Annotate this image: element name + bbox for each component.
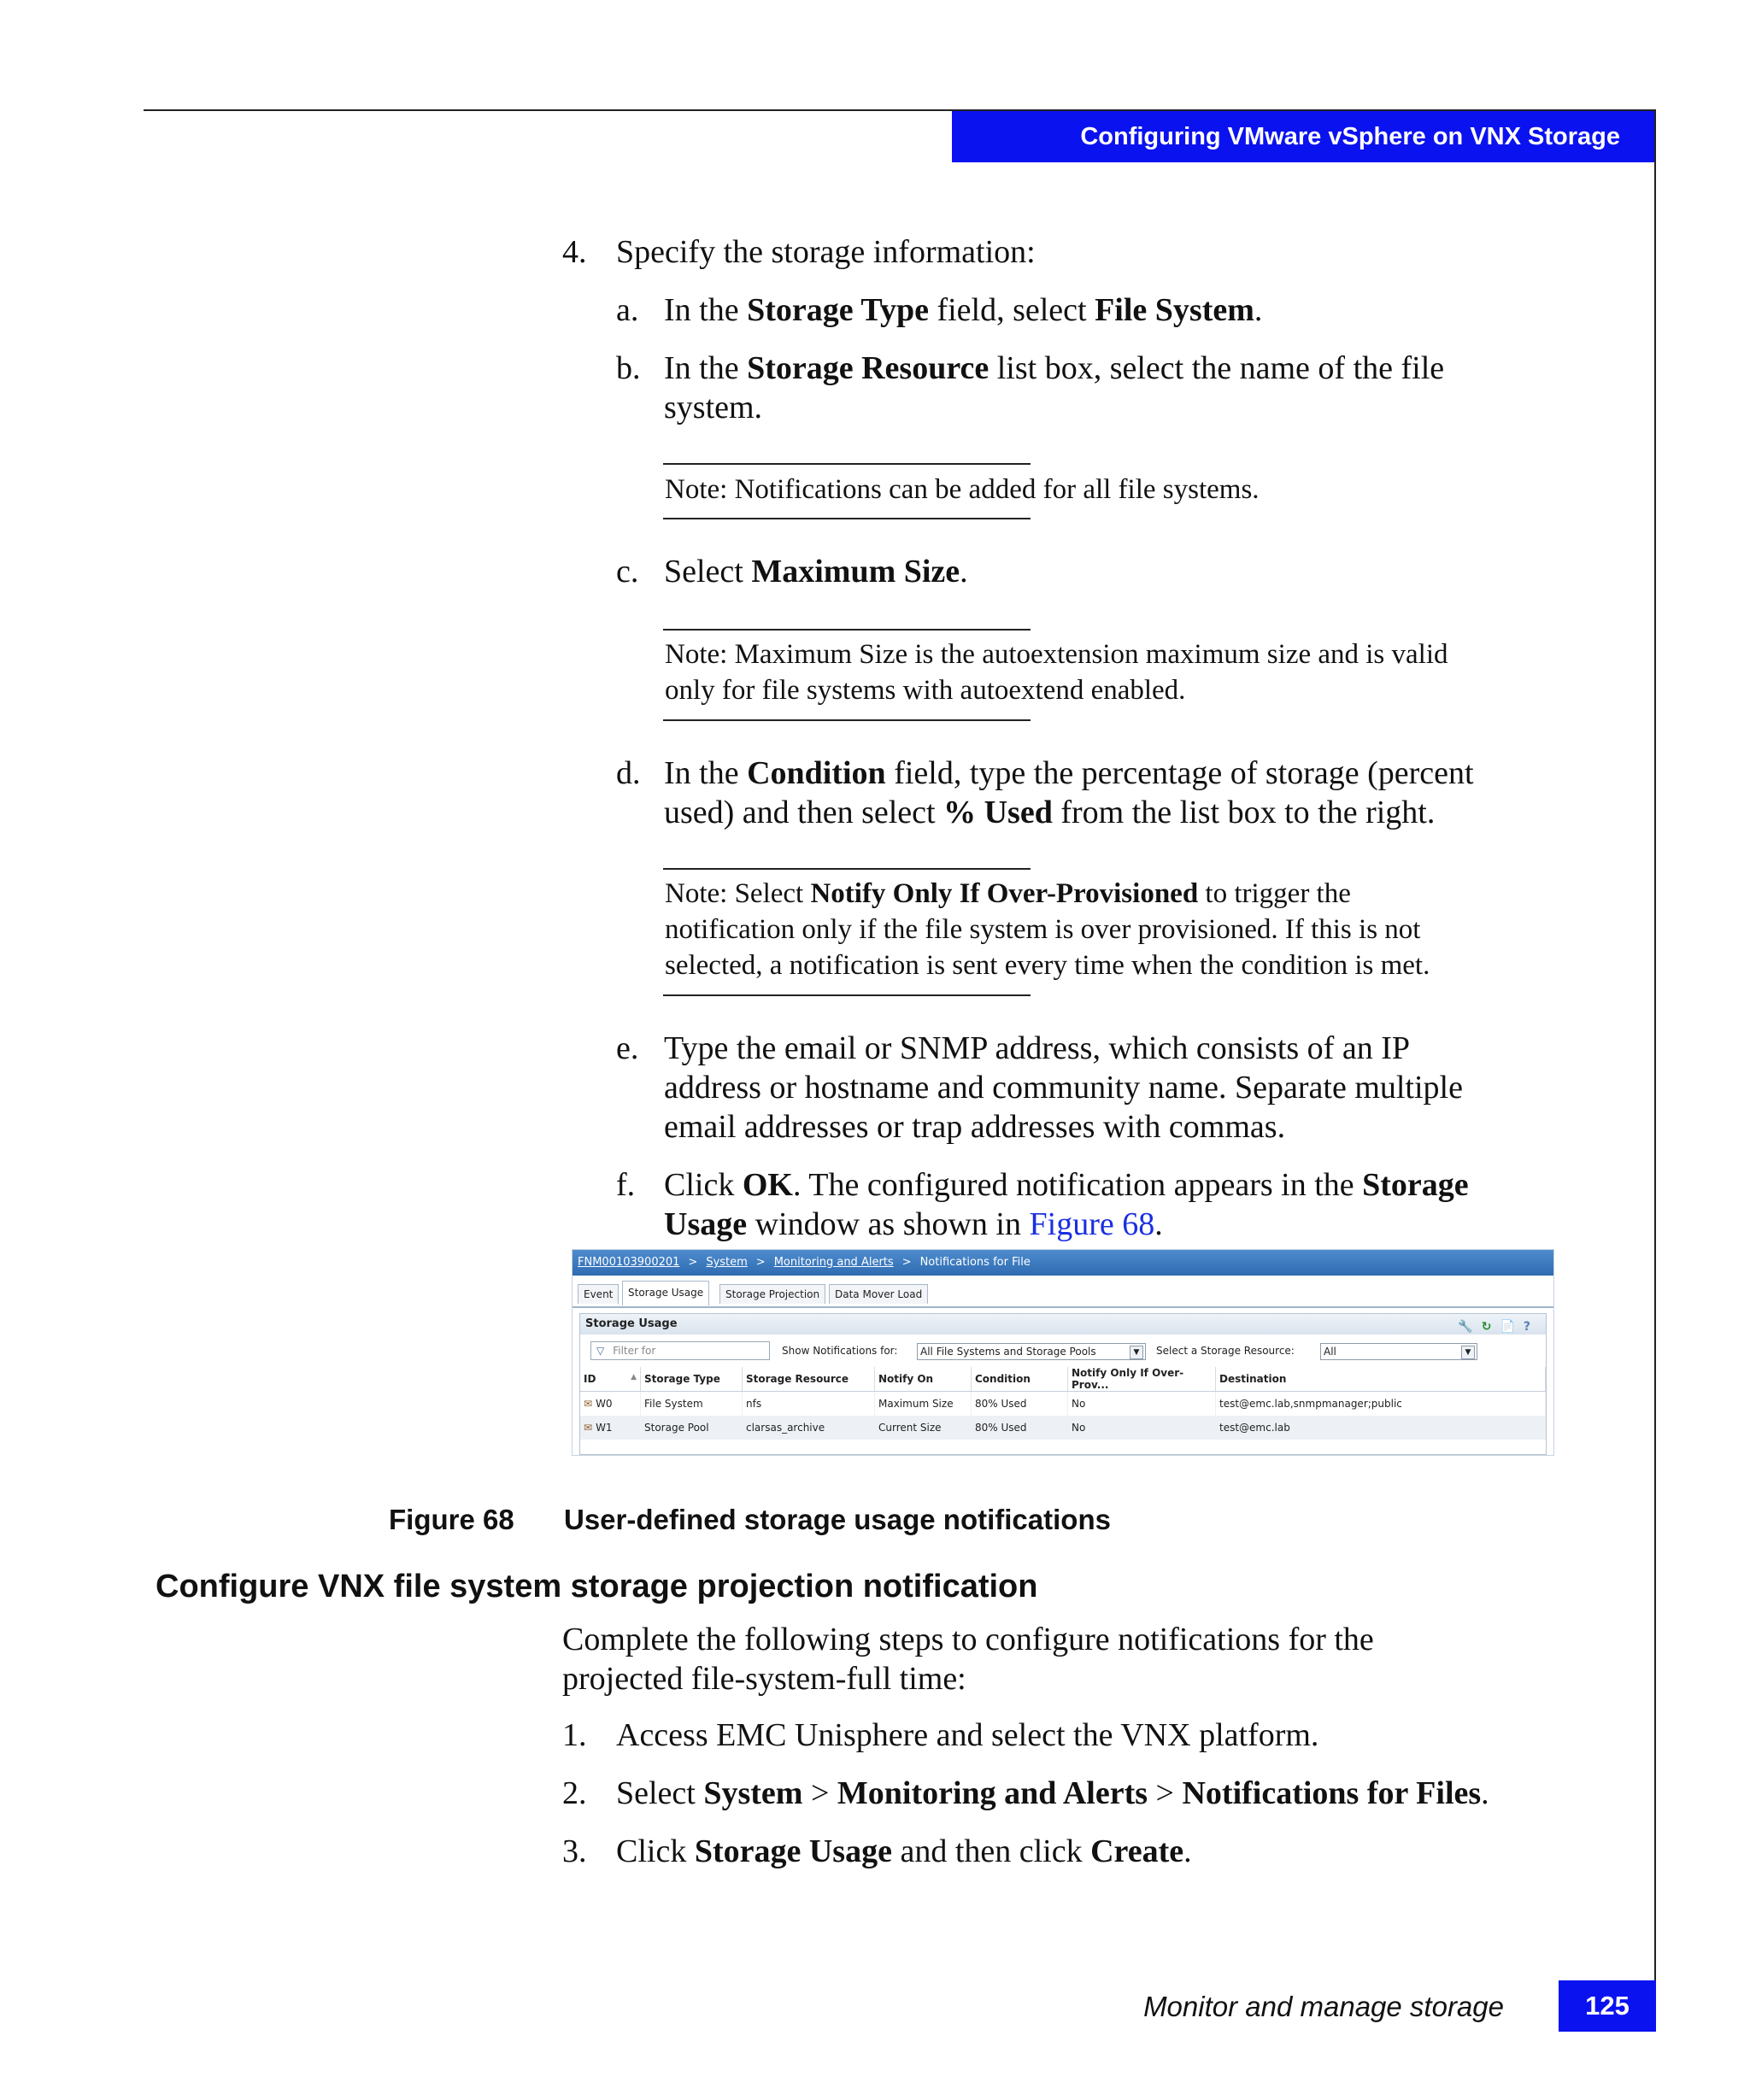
column-header-notify-on[interactable]: Notify On [875,1367,972,1392]
chapter-title: Configuring VMware vSphere on VNX Storage [1080,123,1620,150]
step-2-number: 2. [562,1775,587,1811]
substep-d-letter: d. [616,755,641,791]
substep-a-text: In the Storage Type field, select File System. [664,292,1263,328]
step-3-text: Click Storage Usage and then click Create. [616,1833,1192,1869]
substep-b-letter: b. [616,350,641,386]
column-header-storage-resource[interactable]: Storage Resource [743,1367,875,1392]
breadcrumb: FNM00103900201 > System > Monitoring and Alerts > Notifications for File [573,1250,1553,1276]
show-notifications-label: Show Notifications for: [782,1345,898,1357]
tab-bar [573,1276,1553,1308]
substep-e-text: Type the email or SNMP address, which consists of an IP address or hostname and community name. Separate multiple email addresses or trap addresses with commas. [664,1030,1463,1145]
storage-resource-select[interactable]: All ▼ [1320,1343,1477,1360]
substep-e-letter: e. [616,1030,639,1066]
note-3-bottom-rule [663,994,1031,996]
table-row[interactable]: ✉ W0 File System nfs Maximum Size 80% Used No test@emc.lab,snmpmanager;public [580,1392,1546,1417]
section-intro: Complete the following steps to configure notifications for the projected file-system-full time: [562,1622,1374,1697]
note-2-bottom-rule [663,719,1031,721]
column-header-notify-only[interactable]: Notify Only If Over-Prov... [1068,1367,1216,1392]
page-number: 125 [1559,1980,1656,2032]
wrench-icon[interactable]: 🔧 [1458,1320,1482,1334]
step-4-number: 4. [562,234,587,270]
tab-storage-projection[interactable]: Storage Projection [719,1284,825,1304]
substep-d-text: In the Condition field, type the percentage of storage (percent used) and then select % Used from the list box to the right. [664,755,1474,830]
tab-event[interactable]: Event [578,1284,619,1304]
figure-68-screenshot [572,1249,1554,1456]
breadcrumb-monitoring-alerts[interactable]: Monitoring and Alerts [773,1256,894,1269]
note-1-top-rule [663,463,1031,465]
show-notifications-select[interactable]: All File Systems and Storage Pools ▼ [917,1343,1146,1360]
refresh-icon[interactable]: ↻ [1481,1320,1500,1334]
note-2: Note: Maximum Size is the autoextension maximum size and is valid only for file systems with autoextend enabled. [665,639,1448,706]
tab-data-mover-load[interactable]: Data Mover Load [829,1284,928,1304]
breadcrumb-current: Notifications for File [919,1256,1031,1269]
export-icon[interactable]: 📄 [1500,1320,1524,1334]
step-4-text: Specify the storage information: [616,234,1036,270]
filter-input[interactable]: ▽ Filter for [590,1341,770,1360]
figure-68-link[interactable]: Figure 68 [1029,1206,1155,1242]
panel-toolbar [1458,1317,1539,1337]
table-row[interactable]: ✉ W1 Storage Pool clarsas_archive Current Size 80% Used No test@emc.lab [580,1416,1546,1440]
storage-resource-label: Select a Storage Resource: [1156,1345,1295,1357]
note-2-top-rule [663,629,1031,631]
note-3: Note: Select Notify Only If Over-Provisioned to trigger the notification only if the file system is over provisioned. If this is not selected, a notification is sent every time when the condition is met. [665,878,1430,981]
chevron-down-icon: ▼ [1130,1346,1143,1359]
notification-icon: ✉ [584,1398,593,1410]
substep-f-text: Click OK. The configured notification appears in the Storage Usage window as shown in Figure 68. [664,1167,1469,1242]
chapter-header [952,111,1656,162]
panel-title: Storage Usage 🔧↻📄? [580,1314,1546,1334]
note-3-top-rule [663,868,1031,870]
note-1: Note: Notifications can be added for all file systems. [665,474,1260,505]
section-heading: Configure VNX file system storage projection notification [156,1569,1038,1604]
help-icon[interactable]: ? [1523,1320,1539,1334]
breadcrumb-system-id[interactable]: FNM00103900201 [578,1256,680,1269]
step-1-text: Access EMC Unisphere and select the VNX platform. [616,1717,1319,1753]
substep-f-letter: f. [616,1167,636,1203]
column-header-condition[interactable]: Condition [972,1367,1068,1392]
step-1-number: 1. [562,1717,587,1753]
note-1-bottom-rule [663,518,1031,519]
footer-title: Monitor and manage storage [1143,1991,1504,2022]
breadcrumb-system[interactable]: System [706,1256,748,1269]
figure-label: Figure 68 [389,1504,514,1535]
substep-a-letter: a. [616,292,639,328]
notifications-table [580,1367,1546,1440]
substep-c-text: Select Maximum Size. [664,554,968,590]
storage-usage-panel [579,1313,1547,1455]
notification-icon: ✉ [584,1422,593,1434]
column-header-storage-type[interactable]: Storage Type [641,1367,743,1392]
filter-icon: ▽ [596,1345,605,1357]
column-header-id[interactable]: ID ▲ [580,1367,641,1392]
substep-b-text: In the Storage Resource list box, select the name of the file system. [664,350,1445,425]
substep-c-letter: c. [616,554,639,590]
step-3-number: 3. [562,1833,587,1869]
chevron-down-icon: ▼ [1461,1346,1475,1359]
sort-ascending-icon: ▲ [631,1373,637,1381]
step-2-text: Select System > Monitoring and Alerts > Notifications for Files. [616,1775,1489,1811]
figure-caption: User-defined storage usage notifications [564,1504,1111,1535]
tab-storage-usage[interactable]: Storage Usage [622,1281,709,1305]
right-margin-rule [1654,109,1656,2032]
column-header-destination[interactable]: Destination [1216,1367,1546,1392]
